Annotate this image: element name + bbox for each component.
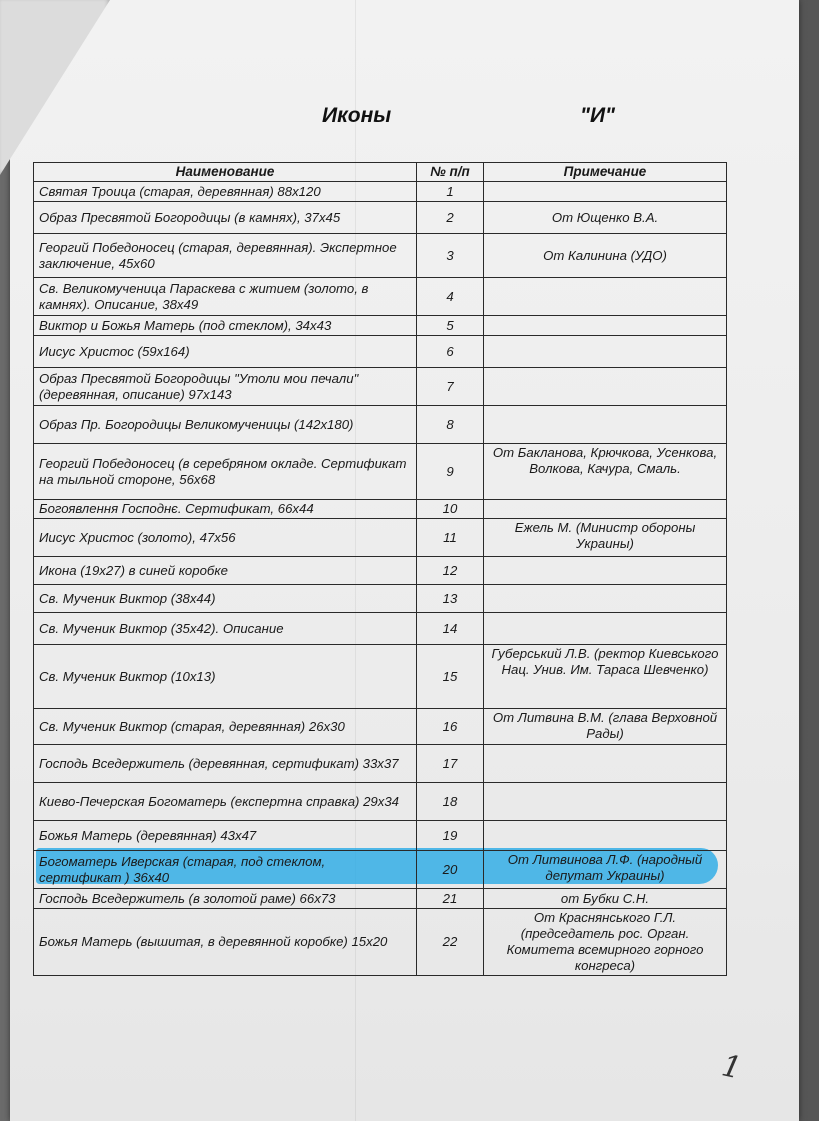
note-cell — [484, 557, 727, 585]
row-number-cell: 1 — [417, 182, 484, 202]
table-row — [34, 519, 727, 557]
icons-table — [33, 162, 727, 976]
note-cell: От Калинина (УДО) — [484, 234, 727, 278]
note-cell — [484, 745, 727, 783]
row-number-cell: 10 — [417, 500, 484, 519]
table-row — [34, 444, 727, 500]
note-cell — [484, 278, 727, 316]
icon-name-cell: Образ Пр. Богородицы Великомученицы (142x180) — [34, 406, 417, 444]
table-row — [34, 182, 727, 202]
column-header-number: № п/п — [417, 163, 484, 182]
row-number-cell: 13 — [417, 585, 484, 613]
table-row — [34, 557, 727, 585]
note-cell — [484, 500, 727, 519]
row-number-cell: 3 — [417, 234, 484, 278]
row-number-cell: 17 — [417, 745, 484, 783]
note-cell: От Литвинова Л.Ф. (народный депутат Украины) — [484, 851, 727, 889]
table-row — [34, 821, 727, 851]
table-row — [34, 645, 727, 709]
row-number-cell: 20 — [417, 851, 484, 889]
table-row — [34, 889, 727, 909]
icon-name-cell: Господь Вседержитель (в золотой раме) 66x73 — [34, 889, 417, 909]
row-number-cell: 7 — [417, 368, 484, 406]
icon-name-cell: Образ Пресвятой Богородицы (в камнях), 37x45 — [34, 202, 417, 234]
table-row — [34, 585, 727, 613]
table-row — [34, 783, 727, 821]
row-number-cell: 11 — [417, 519, 484, 557]
row-number-cell: 4 — [417, 278, 484, 316]
table-row — [34, 500, 727, 519]
row-number-cell: 18 — [417, 783, 484, 821]
icon-name-cell: Св. Мученик Виктор (10x13) — [34, 645, 417, 709]
icon-name-cell: Святая Троица (старая, деревянная) 88x120 — [34, 182, 417, 202]
icon-name-cell: Божья Матерь (деревянная) 43x47 — [34, 821, 417, 851]
table-row — [34, 613, 727, 645]
note-cell — [484, 368, 727, 406]
table-row — [34, 202, 727, 234]
icon-name-cell: Иисус Христос (золото), 47x56 — [34, 519, 417, 557]
handwritten-page-number: 1 — [718, 1048, 745, 1087]
note-cell: От Литвина В.М. (глава Верховной Рады) — [484, 709, 727, 745]
table-row — [34, 709, 727, 745]
column-header-name: Наименование — [34, 163, 417, 182]
note-cell — [484, 182, 727, 202]
note-cell: Губерський Л.В. (ректор Киевського Нац. Унив. Им. Тараса Шевченко) — [484, 645, 727, 709]
icon-name-cell: Георгий Победоносец (старая, деревянная). Экспертное заключение, 45x60 — [34, 234, 417, 278]
row-number-cell: 5 — [417, 316, 484, 336]
icon-name-cell: Св. Мученик Виктор (38x44) — [34, 585, 417, 613]
table-row — [34, 851, 727, 889]
column-header-note: Примечание — [484, 163, 727, 182]
note-cell: От Бакланова, Крючкова, Усенкова, Волкова, Качура, Смаль. — [484, 444, 727, 500]
icon-name-cell: Господь Вседержитель (деревянная, сертификат) 33x37 — [34, 745, 417, 783]
note-cell — [484, 406, 727, 444]
note-cell: От Краснянського Г.Л. (председатель рос. Орган. Комитета всемирного горного конгреса) — [484, 909, 727, 976]
note-cell — [484, 316, 727, 336]
note-cell — [484, 585, 727, 613]
table-row — [34, 909, 727, 976]
row-number-cell: 8 — [417, 406, 484, 444]
note-cell — [484, 336, 727, 368]
icon-name-cell: Св. Мученик Виктор (старая, деревянная) 26x30 — [34, 709, 417, 745]
icon-name-cell: Богоявлення Господнє. Сертификат, 66x44 — [34, 500, 417, 519]
row-number-cell: 6 — [417, 336, 484, 368]
note-cell: от Бубки С.Н. — [484, 889, 727, 909]
row-number-cell: 16 — [417, 709, 484, 745]
page-title: Иконы — [322, 104, 392, 127]
page-subtitle: "И" — [580, 104, 616, 127]
icon-name-cell: Божья Матерь (вышитая, в деревянной коробке) 15x20 — [34, 909, 417, 976]
table-header-row — [34, 163, 727, 182]
icon-name-cell: Св. Мученик Виктор (35x42). Описание — [34, 613, 417, 645]
row-number-cell: 19 — [417, 821, 484, 851]
note-cell: Ежель М. (Министр обороны Украины) — [484, 519, 727, 557]
row-number-cell: 21 — [417, 889, 484, 909]
row-number-cell: 9 — [417, 444, 484, 500]
table-row — [34, 336, 727, 368]
icon-name-cell: Виктор и Божья Матерь (под стеклом), 34x43 — [34, 316, 417, 336]
table-row — [34, 234, 727, 278]
row-number-cell: 12 — [417, 557, 484, 585]
icon-name-cell: Иисус Христос (59x164) — [34, 336, 417, 368]
note-cell — [484, 821, 727, 851]
row-number-cell: 14 — [417, 613, 484, 645]
table-row — [34, 406, 727, 444]
icon-name-cell: Киево-Печерская Богоматерь (експертна справка) 29x34 — [34, 783, 417, 821]
icon-name-cell: Георгий Победоносец (в серебряном окладе. Сертификат на тыльной стороне, 56x68 — [34, 444, 417, 500]
table-row — [34, 278, 727, 316]
row-number-cell: 2 — [417, 202, 484, 234]
icon-name-cell: Образ Пресвятой Богородицы "Утоли мои печали"(деревянная, описание) 97x143 — [34, 368, 417, 406]
table-row — [34, 745, 727, 783]
row-number-cell: 15 — [417, 645, 484, 709]
note-cell — [484, 613, 727, 645]
note-cell: От Ющенко В.А. — [484, 202, 727, 234]
icon-name-cell: Св. Великомученица Параскева с житием (золото, в камнях). Описание, 38x49 — [34, 278, 417, 316]
table-row — [34, 316, 727, 336]
row-number-cell: 22 — [417, 909, 484, 976]
icon-name-cell: Богоматерь Иверская (старая, под стеклом, сертификат ) 36x40 — [34, 851, 417, 889]
table-row — [34, 368, 727, 406]
icon-name-cell: Икона (19x27) в синей коробке — [34, 557, 417, 585]
note-cell — [484, 783, 727, 821]
